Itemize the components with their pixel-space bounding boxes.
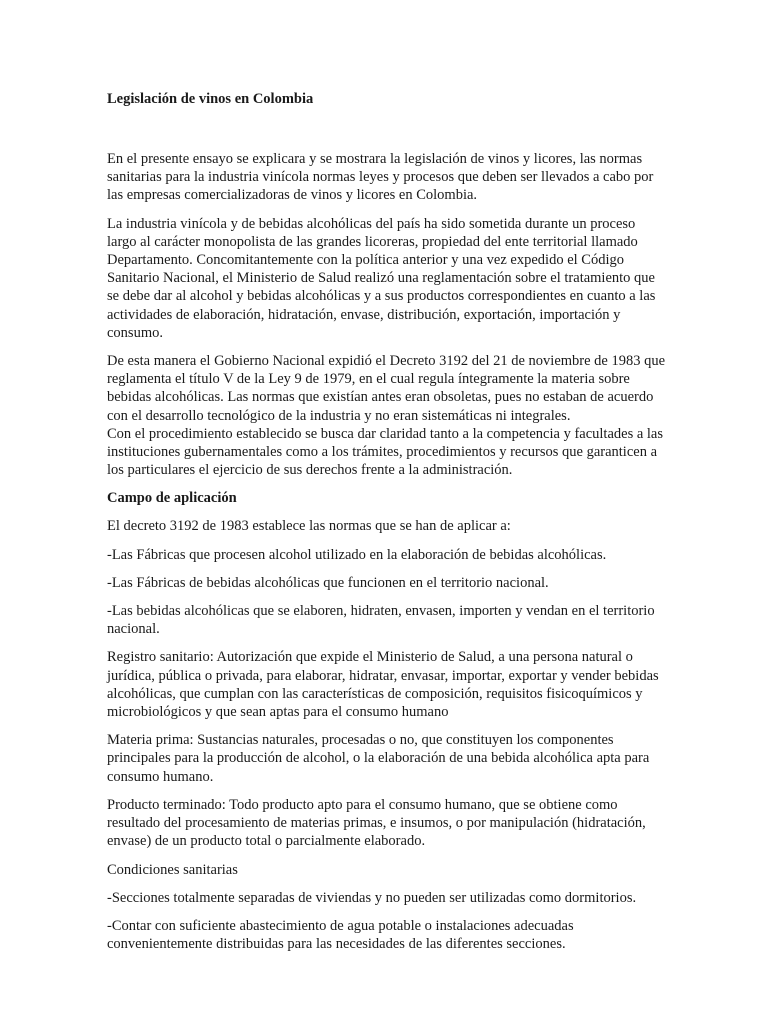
intro-paragraph: En el presente ensayo se explicara y se mostrara la legislación de vinos y licores, las normas sanitarias para la industria vinícola normas leyes y procesos que deben ser llevados a cabo por las empresas comercializadoras de vinos y licores en Colombia.	[107, 151, 654, 204]
section-heading: Campo de aplicación	[107, 490, 237, 507]
section-paragraph: -Las Fábricas que procesen alcohol utilizado en la elaboración de bebidas alcohólicas.	[107, 546, 607, 563]
section-paragraph: -Las Fábricas de bebidas alcohólicas que funcionen en el territorio nacional.	[107, 574, 549, 591]
document-title: Legislación de vinos en Colombia	[107, 91, 314, 107]
section-paragraph: -Las bebidas alcohólicas que se elaboren, hidraten, envasen, importen y vendan en el territorio nacional.	[107, 603, 655, 638]
decree-paragraph: De esta manera el Gobierno Nacional expidió el Decreto 3192 del 21 de noviembre de 1983 que reglamenta el título V de la Ley 9 de 1979, en el cual regula íntegramente la materia sobre bebidas alcohólicas. Las normas que existían antes eran obsoletas, pues no estaban de acuerdo con el desarrollo tecnológico de la industria y no eran sistemáticas ni integrales.	[107, 353, 666, 424]
registro-sanitario-paragraph: Registro sanitario: Autorización que expide el Ministerio de Salud, a una persona natural o jurídica, pública o privada, para elaborar, hidratar, envasar, importar, exportar y vender bebidas alcohólicas, que cumplan con las características de composición, requisitos fisicoquímicos y microbiológicos y que sean aptas para el consumo humano	[107, 649, 659, 721]
procedure-paragraph: Con el procedimiento establecido se busca dar claridad tanto a la competencia y facultades a las instituciones gubernamentales como a los trámites, procedimientos y recursos que garanticen a los particulares el ejercicio de sus derechos frente a la administración.	[107, 425, 664, 479]
document-page	[107, 90, 667, 963]
condiciones-sanitarias-label: Condiciones sanitarias	[107, 861, 238, 878]
producto-terminado-paragraph: Producto terminado: Todo producto apto para el consumo humano, que se obtiene como resultado del procesamiento de materias primas, e insumos, o por manipulación (hidratación, envase) de un producto total o parcialmente elaborado.	[107, 796, 646, 850]
materia-prima-paragraph: Materia prima: Sustancias naturales, procesadas o no, que constituyen los componentes principales para la producción de alcohol, o la elaboración de una bebida alcohólica apta para consumo humano.	[107, 732, 650, 785]
section-paragraph: -Contar con suficiente abastecimiento de agua potable o instalaciones adecuadas convenientemente distribuidas para las necesidades de las diferentes secciones.	[107, 917, 574, 953]
section-paragraph: El decreto 3192 de 1983 establece las normas que se han de aplicar a:	[107, 518, 511, 535]
section-paragraph: -Secciones totalmente separadas de viviendas y no pueden ser utilizadas como dormitorios.	[107, 889, 637, 906]
industry-paragraph: La industria vinícola y de bebidas alcohólicas del país ha sido sometida durante un proceso largo al carácter monopolista de las grandes licoreras, propiedad del ente territorial llamado Departamento. Concomitantemente con la política anterior y una vez expedido el Código Sanitario Nacional, el Ministerio de Salud realizó una reglamentación sobre el tratamiento que se debe dar al alcohol y bebidas alcohólicas y a sus productos correspondientes en cuanto a las actividades de elaboración, hidratación, envase, distribución, exportación, importación y consumo.	[107, 215, 656, 341]
